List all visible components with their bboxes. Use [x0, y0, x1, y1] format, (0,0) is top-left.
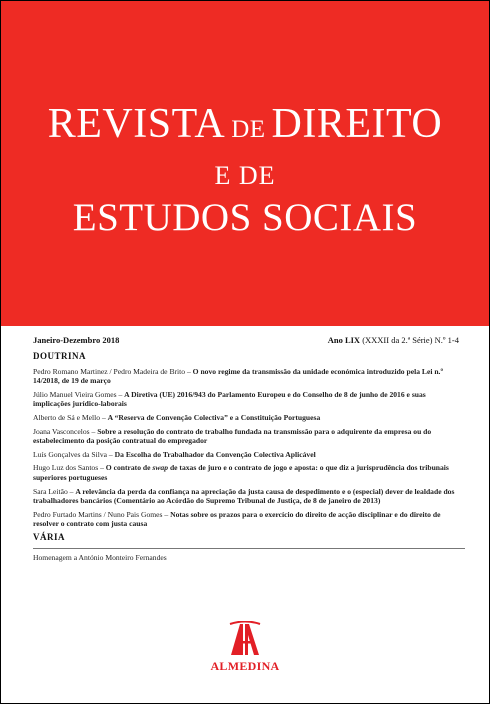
table-of-contents: [33, 350, 465, 562]
title-line-2: E DE: [214, 161, 276, 190]
issue-info: [33, 335, 459, 346]
article-title: A Diretiva (UE) 2016/943 do Parlamento Europeu e do Conselho de 8 de junho de 2016 e suas implicações jurídico-laborais: [33, 389, 426, 409]
article-authors: Hugo Luz dos Santos –: [33, 463, 104, 473]
title-line-3: ESTUDOS SOCIAIS: [72, 196, 418, 239]
article-authors: Joana Vasconcelos –: [33, 426, 96, 436]
section-divider: [33, 548, 465, 549]
article-authors: Sara Leitão –: [33, 486, 74, 496]
article-entry: [33, 427, 465, 446]
issue-period: Janeiro-Dezembro 2018: [33, 335, 120, 345]
article-title: Da Escolha do Trabalhador da Convenção Colectiva Aplicável: [114, 449, 316, 459]
article-entry: [33, 450, 465, 460]
varia-item: Homenagem a António Monteiro Fernandes: [33, 552, 167, 562]
article-entry: [33, 487, 465, 506]
title-line-1: [1, 99, 489, 155]
almedina-logo-icon: [228, 621, 262, 657]
section-heading-doutrina: DOUTRINA: [33, 351, 87, 361]
article-title-post: de taxas de juro e o contrato de jogo e aposta: o que diz a jurisprudência dos tribunais superiores portugueses: [33, 463, 449, 482]
cover-title-panel: [1, 1, 489, 326]
issue-series: (XXXII da 2.ª Série) N.º 1-4: [362, 335, 459, 345]
issue-year-label: Ano LIX: [327, 335, 361, 345]
article-title: O novo regime da transmissão da unidade económica introduzido pela Lei n.º 14/2018, de 19 de março: [33, 366, 443, 386]
article-entry: [33, 463, 465, 482]
article-entry: [33, 510, 465, 529]
publisher-logo: [1, 621, 489, 674]
article-authors: Júlio Manuel Vieira Gomes –: [33, 389, 123, 399]
issue-volume: [328, 335, 459, 346]
publisher-name: ALMEDINA: [210, 659, 280, 673]
article-authors: Pedro Furtado Martins / Nuno Pais Gomes –: [33, 509, 169, 519]
article-entry: [33, 413, 465, 423]
title-part-2: DIREITO: [271, 101, 443, 147]
article-title: A “Reserva de Convenção Colectiva” e a Constituição Portuguesa: [107, 412, 321, 422]
title-connector: DE: [231, 116, 266, 143]
article-title-italic: swap: [152, 463, 169, 473]
contents-panel: [1, 326, 489, 703]
article-title: Sobre a resolução do contrato de trabalho fundada na transmissão para o adquirente da empresa ou do estabelecimento da posição contratual do empregador: [33, 426, 432, 446]
article-title-pre: O contrato de: [105, 463, 151, 473]
title-part-1: REVISTA: [47, 101, 226, 147]
article-title: Notas sobre os prazos para o exercício do direito de acção disciplinar e do direito de resolver o contrato com justa causa: [33, 509, 441, 529]
article-entry: [33, 390, 465, 409]
article-title: A relevância da perda da confiança na apreciação da justa causa de despedimento e o (especial) dever de lealdade dos trabalhadores bancários (Comentário ao Acórdão do Supremo Tribunal de Justiça, de 8 de janeiro de 2013): [33, 486, 455, 506]
article-authors: Alberto de Sá e Mello –: [33, 412, 106, 422]
article-entry: [33, 367, 465, 386]
article-authors: Pedro Romano Martinez / Pedro Madeira de Brito –: [33, 366, 191, 376]
article-authors: Luís Gonçalves da Silva –: [33, 449, 113, 459]
section-heading-varia: VÁRIA: [33, 531, 66, 542]
